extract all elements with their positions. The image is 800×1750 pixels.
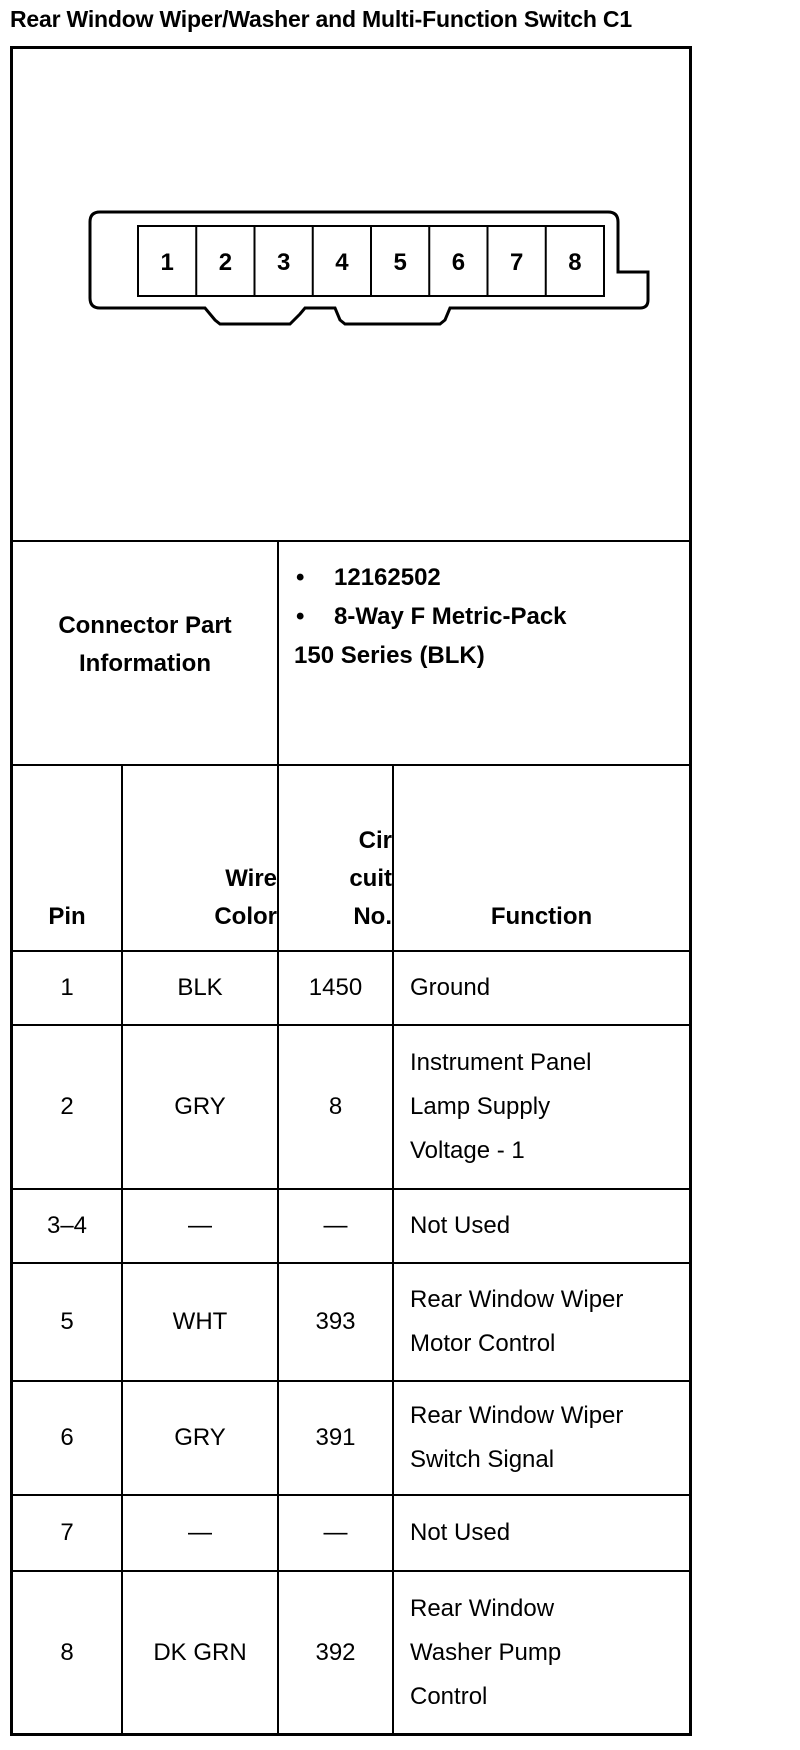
header-circuit-line2: cuit [349, 865, 392, 892]
connector-pin-label: 5 [393, 249, 407, 276]
function-line: Rear Window Wiper [410, 1286, 624, 1313]
connector-pin-label: 1 [160, 249, 174, 276]
part-type: 8-Way F Metric-Pack [334, 603, 567, 630]
header-circuit-no [279, 766, 392, 950]
connector-part-info-values [296, 558, 567, 675]
part-type-item [296, 597, 567, 636]
wire-color-cell: — [188, 1519, 212, 1546]
bullet-glyph: • [296, 603, 305, 630]
connector-part-info-label [13, 600, 277, 690]
function-cell [394, 1026, 689, 1188]
wire-color-cell: — [188, 1212, 212, 1239]
wire-color-cell: WHT [172, 1308, 228, 1335]
function-cell: Not Used [410, 1212, 511, 1239]
header-pin: Pin [48, 903, 86, 930]
connector-pin-label: 7 [509, 249, 524, 276]
wire-color-cell: GRY [174, 1424, 226, 1451]
connector-pin-label: 3 [276, 249, 291, 276]
connector-pin-label: 4 [335, 249, 349, 276]
part-number: 12162502 [334, 564, 441, 591]
pin-cell: 2 [60, 1093, 74, 1120]
circuit-cell: — [323, 1519, 348, 1546]
pin-cell: 1 [60, 974, 74, 1001]
header-wire-color-line1: Wire [225, 865, 277, 892]
function-line: Rear Window [410, 1595, 555, 1622]
connector-pin-label: 2 [218, 249, 233, 276]
header-wire-color-line2: Color [214, 903, 277, 930]
connector-part-info-label-line2: Information [79, 650, 211, 677]
connector-pin-label: 8 [568, 249, 582, 276]
circuit-cell: 392 [315, 1639, 356, 1666]
wire-color-cell: BLK [177, 974, 223, 1001]
function-line: Motor Control [410, 1330, 556, 1357]
function-line: Control [410, 1683, 488, 1710]
circuit-cell: 1450 [308, 974, 363, 1001]
part-number-item [296, 558, 567, 597]
header-circuit-line3: No. [353, 903, 392, 930]
circuit-cell: 8 [328, 1093, 343, 1120]
wire-color-cell: GRY [174, 1093, 226, 1120]
function-line: Voltage - 1 [410, 1137, 525, 1164]
header-function: Function [490, 903, 593, 930]
function-cell [394, 1264, 689, 1380]
wire-color-cell: DK GRN [153, 1639, 247, 1666]
header-circuit-line1: Cir [358, 827, 392, 854]
connector-diagram [0, 0, 800, 540]
connector-part-info-label-line1: Connector Part [58, 612, 232, 639]
function-cell [394, 1382, 689, 1494]
circuit-cell: 393 [315, 1308, 356, 1335]
pin-cell: 6 [60, 1424, 74, 1451]
bullet-glyph: • [296, 564, 305, 591]
function-line: Rear Window Wiper [410, 1402, 624, 1429]
function-line: Switch Signal [410, 1446, 555, 1473]
header-wire-color [123, 766, 277, 950]
pin-cell: 7 [60, 1519, 74, 1546]
circuit-cell: — [323, 1212, 348, 1239]
divider-info-top [10, 540, 692, 542]
pin-cell: 8 [60, 1639, 74, 1666]
pin-cell: 3–4 [46, 1212, 88, 1239]
function-cell: Not Used [410, 1519, 511, 1546]
function-cell: Ground [410, 974, 491, 1001]
function-line: Lamp Supply [410, 1093, 551, 1120]
function-cell [394, 1572, 689, 1734]
pin-cell: 5 [60, 1308, 74, 1335]
function-line: Instrument Panel [410, 1049, 592, 1076]
circuit-cell: 391 [315, 1424, 356, 1451]
function-line: Washer Pump [410, 1639, 562, 1666]
page-title: Rear Window Wiper/Washer and Multi-Function Switch C1 [10, 6, 632, 32]
part-series: 150 Series (BLK) [294, 642, 485, 669]
connector-pin-label: 6 [451, 249, 466, 276]
